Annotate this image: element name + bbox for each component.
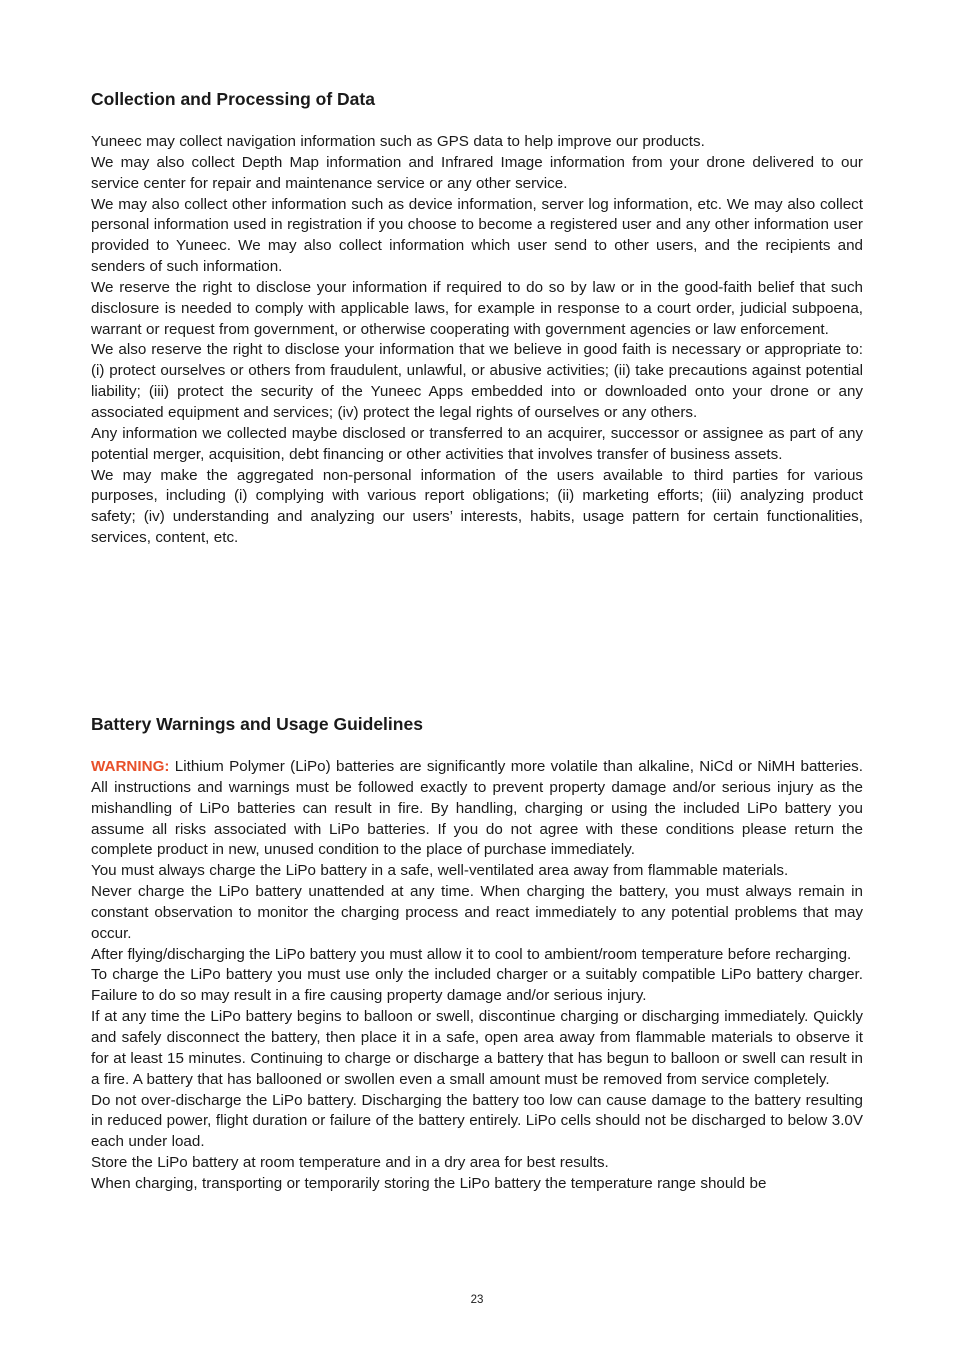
warning-label: WARNING: xyxy=(91,758,170,775)
section-body-data-collection xyxy=(91,132,863,549)
warning-text: Lithium Polymer (LiPo) batteries are significantly more volatile than alkaline, NiCd or NiMH batteries. All instructions and warnings must be followed exactly to prevent property damage and/or serious injury as the mishandling of LiPo batteries can result in fire. By handling, charging or using the included LiPo battery you assume all risks associated with LiPo batteries. If you do not agree with these conditions please return the complete product in new, unused condition to the place of purchase immediately. xyxy=(91,758,863,859)
paragraph: Any information we collected maybe disclosed or transferred to an acquirer, successor or assignee as part of any potential merger, acquisition, debt financing or other activities that involves transfer of business assets. xyxy=(91,424,863,463)
section-title-data-collection: Collection and Processing of Data xyxy=(91,89,375,109)
paragraph: We reserve the right to disclose your information if required to do so by law or in the good-faith belief that such disclosure is needed to comply with applicable laws, for example in response to a court order, judicial subpoena, warrant or request from government, or otherwise cooperating with government agencies or law enforcement. xyxy=(91,278,863,338)
section-title-battery-warnings: Battery Warnings and Usage Guidelines xyxy=(91,714,423,734)
paragraph: To charge the LiPo battery you must use only the included charger or a suitably compatible LiPo battery charger. Failure to do so may result in a fire causing property damage and/or serious injury. xyxy=(91,966,863,1005)
section-body-battery-warnings xyxy=(91,757,863,1195)
paragraph: We may also collect other information such as device information, server log information, etc. We may also collect personal information used in registration if you choose to become a registered user and any other information user provided to Yuneec. We may also collect information which user send to other users, and the recipients and senders of such information. xyxy=(91,195,863,276)
paragraph: We also reserve the right to disclose your information that we believe in good faith is necessary or appropriate to: (i) protect ourselves or others from fraudulent, unlawful, or abusive activities; (ii) take precautions against potential liability; (iii) protect the security of the Yuneec Apps embedded into or downloaded onto your drone or any associated equipment and services; (iv) protect the legal rights of ourselves or any others. xyxy=(91,341,863,421)
paragraph: After flying/discharging the LiPo battery you must allow it to cool to ambient/room temperature before recharging. xyxy=(91,945,852,963)
paragraph: We may also collect Depth Map information and Infrared Image information from your drone delivered to our service center for repair and maintenance service or any other service. xyxy=(91,153,863,192)
paragraph: Store the LiPo battery at room temperature and in a dry area for best results. xyxy=(91,1154,609,1172)
paragraph: When charging, transporting or temporarily storing the LiPo battery the temperature range should be xyxy=(91,1174,767,1192)
page-number: 23 xyxy=(470,1294,484,1306)
paragraph: If at any time the LiPo battery begins to balloon or swell, discontinue charging or discharging immediately. Quickly and safely disconnect the battery, then place it in a safe, open area away from flammable materials to observe it for at least 15 minutes. Continuing to charge or discharge a battery that has begun to balloon or swell can result in a fire. A battery that has ballooned or swollen even a small amount must be removed from service completely. xyxy=(91,1008,863,1088)
paragraph: We may make the aggregated non-personal information of the users available to third parties for various purposes, including (i) complying with various report obligations; (ii) marketing efforts; (iii) analyzing product safety; (iv) understanding and analyzing our users’ interests, habits, usage pattern for certain functionalities, services, content, etc. xyxy=(91,466,863,547)
warning-paragraph xyxy=(91,757,863,861)
paragraph: Yuneec may collect navigation information such as GPS data to help improve our products. xyxy=(91,133,705,150)
paragraph: Do not over-discharge the LiPo battery. Discharging the battery too low can cause damage to the battery resulting in reduced power, flight duration or failure of the battery entirely. LiPo cells should not be discharged to below 3.0V each under load. xyxy=(91,1091,863,1151)
paragraph: You must always charge the LiPo battery in a safe, well-ventilated area away from flammable materials. xyxy=(91,862,789,880)
paragraph: Never charge the LiPo battery unattended at any time. When charging the battery, you must always remain in constant observation to monitor the charging process and react immediately to any potential problems that may occur. xyxy=(91,883,863,942)
